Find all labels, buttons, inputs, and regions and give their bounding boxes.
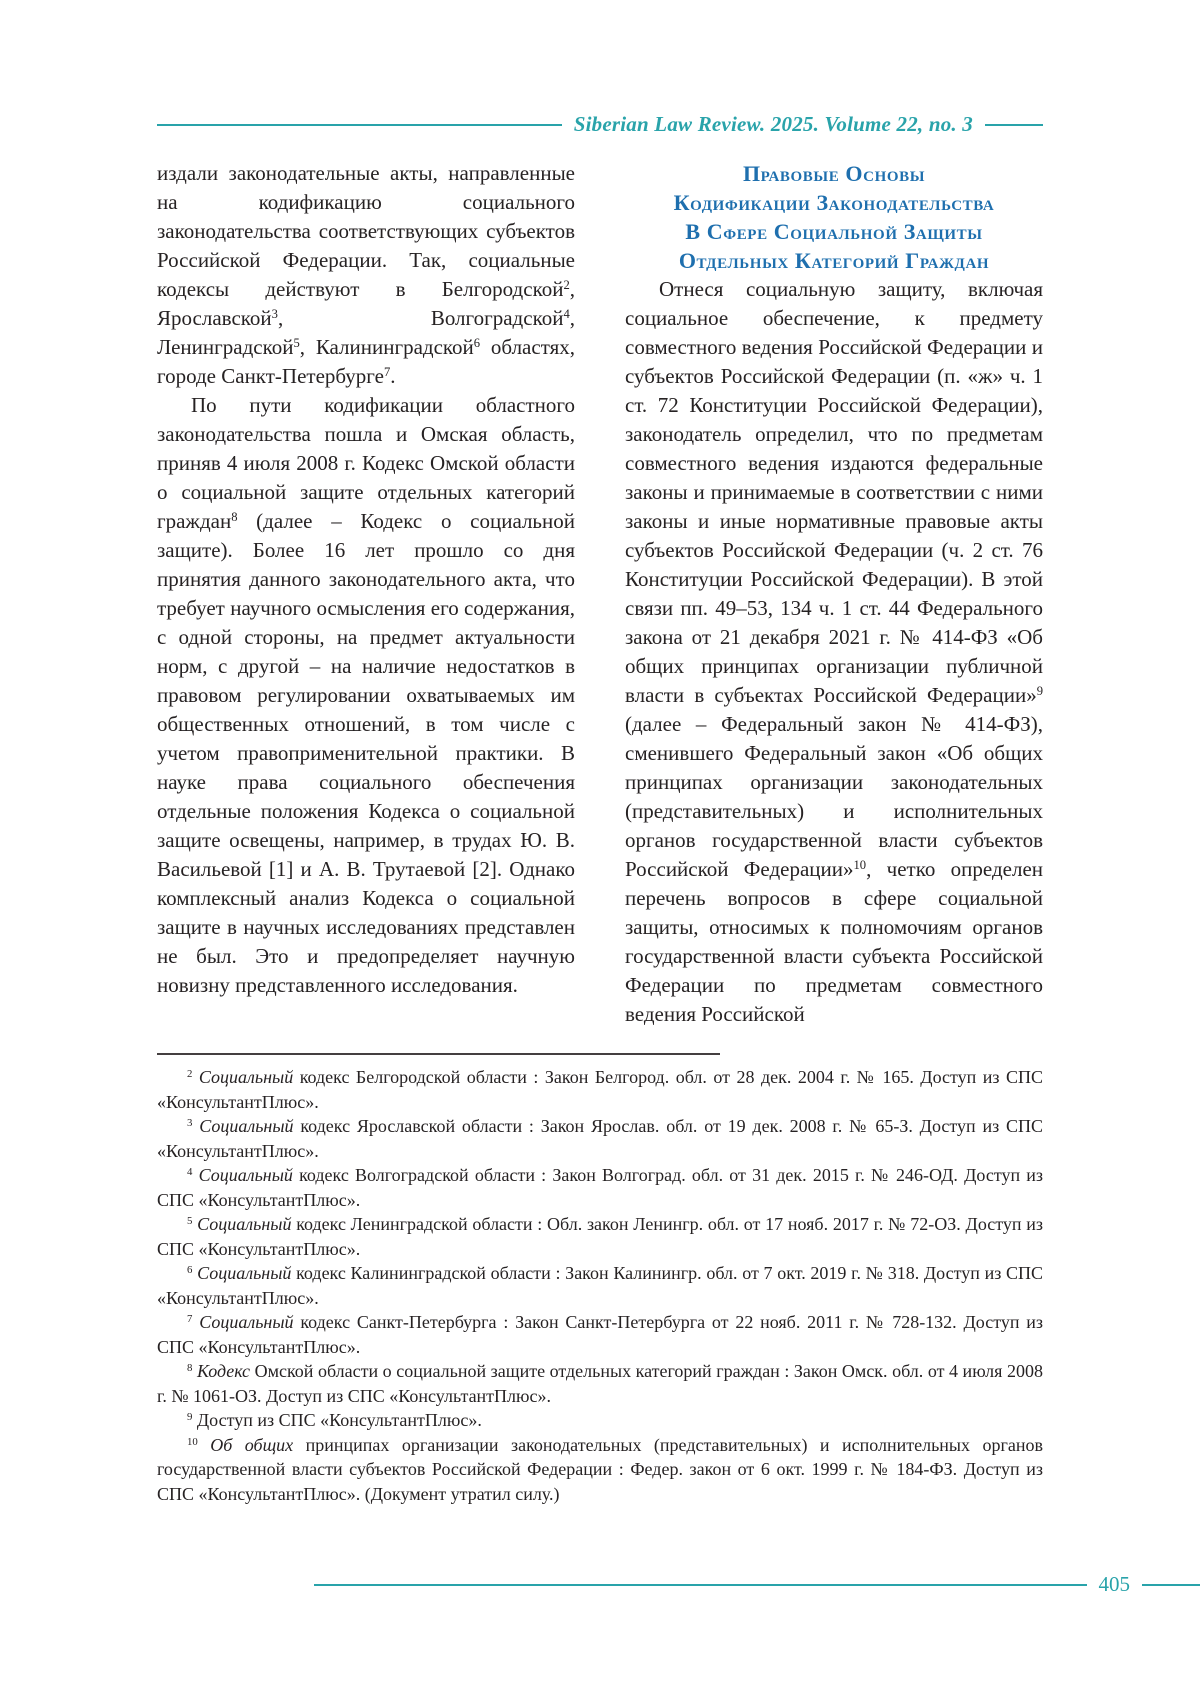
- footnote-ref: 4: [563, 307, 570, 322]
- footnote-ref: 9: [187, 1411, 193, 1424]
- footnote: $^4$ Социальный кодекс Волгоградской области : Закон Волгоград. обл. от 31 дек. 2015 г. № 246-ОД. Доступ из СПС «КонсультантПлюс».: [157, 1165, 1044, 1210]
- footnote-list: [157, 1065, 1043, 1506]
- footnote: $^8$ Кодекс Омской области о социальной защите отдельных категорий граждан : Закон Омск. обл. от 4 июля 2008 г. № 1061-ОЗ. Доступ из СПС «КонсультантПлюс».: [157, 1361, 1043, 1406]
- footnote: $^3$ Социальный кодекс Ярославской области : Закон Ярослав. обл. от 19 дек. 2008 г. № 65-З. Доступ из СПС «КонсультантПлюс».: [157, 1116, 1044, 1161]
- paragraph: Отнеся социальную защиту, включая социальное обеспечение, к предмету совместного ведения Российской Федерации и субъектов Российской Федерации (п. «ж» ч. 1 ст. 72 Конституции Российской Федерации), законодатель определил, что по предметам совместного ведения издаются федеральные законы и принимаемые в соответствии с ними законы и иные нормативные правовые акты субъектов Российской Федерации (ч. 2 ст. 76 Конституции Российской Федерации). В этой связи пп. 49–53, 134 ч. 1 ст. 44 Федерального закона от 21 декабря 2021 г. № 414-ФЗ «Об общих принципах организации публичной власти в субъектах Российской Федерации»$^9$ (далее – Федеральный закон № 414-ФЗ), сменившего Федеральный закон «Об общих принципах организации законодательных (представительных) и исполнительных органов государственной власти субъектов Российской Федерации»$^{10}$, четко определен перечень вопросов в сфере социальной защиты, относимых к полномочиям органов государственной власти субъекта Российской Федерации по предметам совместного ведения Российской: [625, 277, 1044, 1026]
- footnote: $^9$ Доступ из СПС «КонсультантПлюс».: [187, 1410, 482, 1430]
- footnote-ref: 3: [271, 307, 278, 322]
- italic-text: Об общих: [210, 1434, 294, 1455]
- footnote-ref: 10: [187, 1435, 198, 1448]
- page-header: [157, 112, 1043, 137]
- heading-line: Кодификации Законодательства: [673, 190, 995, 215]
- heading-line: Правовые Основы: [742, 161, 926, 186]
- italic-text: Социальный: [199, 1116, 294, 1136]
- journal-page: [157, 0, 1130, 1596]
- article-body: [157, 159, 1043, 1029]
- footnote: $^7$ Социальный кодекс Санкт-Петербурга : Закон Санкт-Петербурга от 22 нояб. 2011 г. № 728-132. Доступ из СПС «КонсультантПлюс».: [157, 1312, 1043, 1357]
- footnote-ref: 2: [187, 1068, 193, 1081]
- footnote-separator: [157, 1053, 720, 1055]
- right-column-text: [625, 275, 1043, 1029]
- footnote-ref: 9: [1036, 684, 1043, 699]
- footer-rule-right: [1142, 1584, 1200, 1586]
- italic-text: Социальный: [199, 1312, 294, 1332]
- journal-title: Siberian Law Review. 2025. Volume 22, no. 3: [573, 112, 973, 136]
- footnote-ref: 5: [293, 336, 300, 351]
- italic-text: Социальный: [198, 1067, 294, 1087]
- footnotes-section: [157, 1053, 1043, 1506]
- heading-line: В Сфере Социальной Защиты: [685, 219, 983, 244]
- footnote-ref: 8: [187, 1362, 193, 1375]
- italic-text: Кодекс: [196, 1361, 251, 1381]
- footnote-ref: 4: [187, 1166, 193, 1179]
- footnote: $^6$ Социальный кодекс Калининградской области : Закон Калинингр. обл. от 7 окт. 2019 г. № 318. Доступ из СПС «КонсультантПлюс».: [157, 1263, 1044, 1308]
- page-number: 405: [1098, 1572, 1130, 1596]
- footnote-ref: 3: [187, 1117, 193, 1130]
- italic-text: Социальный: [197, 1263, 292, 1283]
- paragraph: издали законодательные акты, направленные на кодификацию социального законодательства соответствующих субъектов Российской Федерации. Так, социальные кодексы действуют в Белгородской$^2$, Ярославской$^3$, Волгоградской$^4$, Ленинградской$^5$, Калининградской$^6$ областях, городе Санкт-Петербурге$^7$.: [157, 161, 575, 388]
- footnote: $^2$ Социальный кодекс Белгородской области : Закон Белгород. обл. от 28 дек. 2004 г. № 165. Доступ из СПС «КонсультантПлюс».: [157, 1067, 1044, 1112]
- footnote-ref: 6: [187, 1264, 193, 1277]
- header-rule-right: [985, 124, 1043, 126]
- footnote-ref: 10: [853, 858, 867, 873]
- footnote: $^{10}$ Об общих принципах организации законодательных (представительных) и исполнительных органов государственной власти субъектов Российской Федерации : Федер. закон от 6 окт. 1999 г. № 184-ФЗ. Доступ из СПС «КонсультантПлюс». (Документ утратил силу.): [157, 1434, 1043, 1504]
- footnote: $^5$ Социальный кодекс Ленинградской области : Обл. закон Ленингр. обл. от 17 нояб. 2017 г. № 72-ОЗ. Доступ из СПС «КонсультантПлюс».: [157, 1214, 1044, 1259]
- paragraph: По пути кодификации областного законодательства пошла и Омская область, приняв 4 июля 2008 г. Кодекс Омской области о социальной защите отдельных категорий граждан$^8$ (далее – Кодекс о социальной защите). Более 16 лет прошло со дня принятия данного законодательного акта, что требует научного осмысления его содержания, с одной стороны, на предмет актуальности норм, с другой – на наличие недостатков в правовом регулировании охватываемых им общественных отношений, в том числе с учетом правоприменительной практики. В науке права социального обеспечения отдельные положения Кодекса о социальной защите освещены, например, в трудах Ю. В. Васильевой [1] и А. В. Трутаевой [2]. Однако комплексный анализ Кодекса о социальной защите в научных исследованиях представлен не был. Это и предопределяет научную новизну представленного исследования.: [157, 393, 575, 997]
- italic-text: Социальный: [198, 1165, 293, 1185]
- footer-rule-left: [314, 1584, 1087, 1586]
- heading-line: Отдельных Категорий Граждан: [678, 248, 990, 273]
- page-footer: [314, 1572, 1200, 1597]
- footnote-ref: 2: [563, 278, 570, 293]
- footnote-ref: 8: [231, 510, 238, 525]
- footnote-ref: 7: [383, 365, 391, 380]
- footnote-ref: 6: [473, 336, 481, 351]
- footnote-ref: 7: [187, 1313, 193, 1326]
- footnote-ref: 5: [187, 1215, 193, 1228]
- header-rule-left: [157, 124, 562, 126]
- right-column: [625, 159, 1043, 1029]
- italic-text: Социальный: [197, 1214, 292, 1234]
- section-heading: [625, 159, 1043, 275]
- left-column: [157, 159, 575, 1029]
